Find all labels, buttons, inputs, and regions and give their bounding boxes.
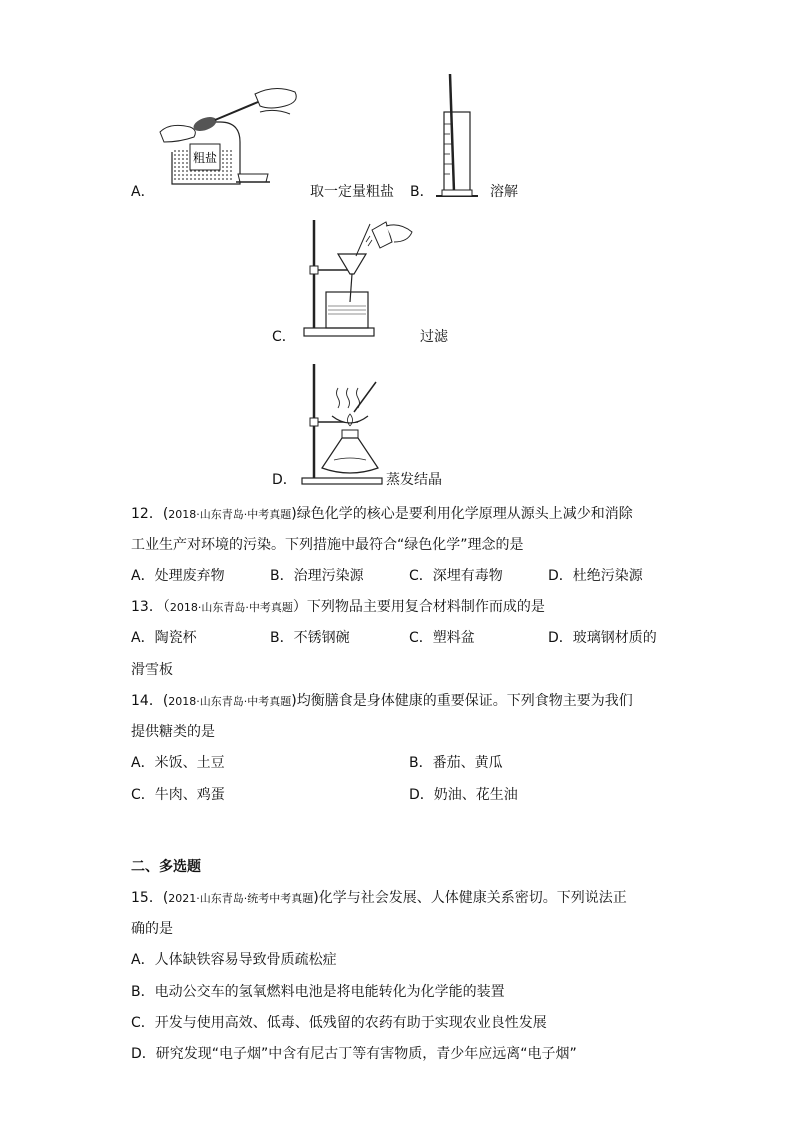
option-caption: 过滤: [420, 329, 448, 345]
question-source: 2018·山东青岛·中考真题: [168, 508, 292, 521]
option-c: C．开发与使用高效、低毒、低残留的农药有助于实现农业良性发展: [131, 1015, 547, 1031]
option-caption: 取一定量粗盐: [310, 184, 394, 200]
stem-text-line2: 确的是: [131, 921, 173, 937]
option-letter: B．: [410, 184, 434, 200]
stem-text: ）下列物品主要用复合材料制作而成的是: [292, 599, 545, 615]
option-letter: A．: [131, 184, 155, 200]
option-d-continued: 滑雪板: [131, 662, 173, 678]
question-source: 2021·山东青岛·统考中考真题: [168, 892, 314, 905]
stem-text: )绿色化学的核心是要利用化学原理从源头上减少和消除: [291, 506, 633, 522]
question-number: 12．(: [131, 506, 169, 522]
evaporation-illustration: [298, 360, 388, 490]
question-stem: [131, 691, 633, 712]
question-stem: [131, 888, 627, 909]
option-b: B．番茄、黄瓜: [409, 755, 503, 771]
question-stem: [131, 597, 545, 618]
option-letter: C．: [272, 329, 296, 345]
option-a: A．处理废弃物: [131, 568, 225, 584]
option-d: D．杜绝污染源: [548, 568, 643, 584]
option-d: D．奶油、花生油: [409, 787, 518, 803]
option-c: C．塑料盆: [409, 630, 475, 646]
option-caption: 溶解: [490, 184, 518, 200]
option-c: C．深埋有毒物: [409, 568, 503, 584]
option-d: D．玻璃钢材质的: [548, 630, 657, 646]
option-c: C．牛肉、鸡蛋: [131, 787, 225, 803]
taking-salt-illustration: [150, 82, 310, 192]
option-letter: D．: [272, 472, 297, 488]
stem-text-line2: 工业生产对环境的污染。下列措施中最符合“绿色化学”理念的是: [131, 537, 524, 553]
option-a: A．人体缺铁容易导致骨质疏松症: [131, 952, 337, 968]
option-b: B．不锈钢碗: [270, 630, 350, 646]
stem-text-line2: 提供糖类的是: [131, 724, 215, 740]
filtration-illustration: [300, 212, 420, 342]
dissolving-illustration: [432, 72, 482, 202]
question-number: 15．(: [131, 890, 169, 906]
question-stem: [131, 504, 633, 525]
option-d: D．研究发现“电子烟”中含有尼古丁等有害物质，青少年应远离“电子烟”: [131, 1046, 577, 1062]
jar-label: 粗盐: [192, 151, 218, 165]
question-source: 2018·山东青岛·中考真题: [168, 695, 292, 708]
option-a: A．陶瓷杯: [131, 630, 197, 646]
stem-text: )化学与社会发展、人体健康关系密切。下列说法正: [313, 890, 627, 906]
option-a: A．米饭、土豆: [131, 755, 225, 771]
option-b: B．电动公交车的氢氧燃料电池是将电能转化为化学能的装置: [131, 984, 505, 1000]
stem-text: )均衡膳食是身体健康的重要保证。下列食物主要为我们: [291, 693, 633, 709]
question-number: 14．(: [131, 693, 169, 709]
option-caption: 蒸发结晶: [386, 472, 442, 488]
question-source: 2018·山东青岛·中考真题: [169, 601, 293, 614]
section-heading: 二、多选题: [131, 859, 201, 875]
option-b: B．治理污染源: [270, 568, 364, 584]
question-number: 13．（: [131, 599, 170, 615]
